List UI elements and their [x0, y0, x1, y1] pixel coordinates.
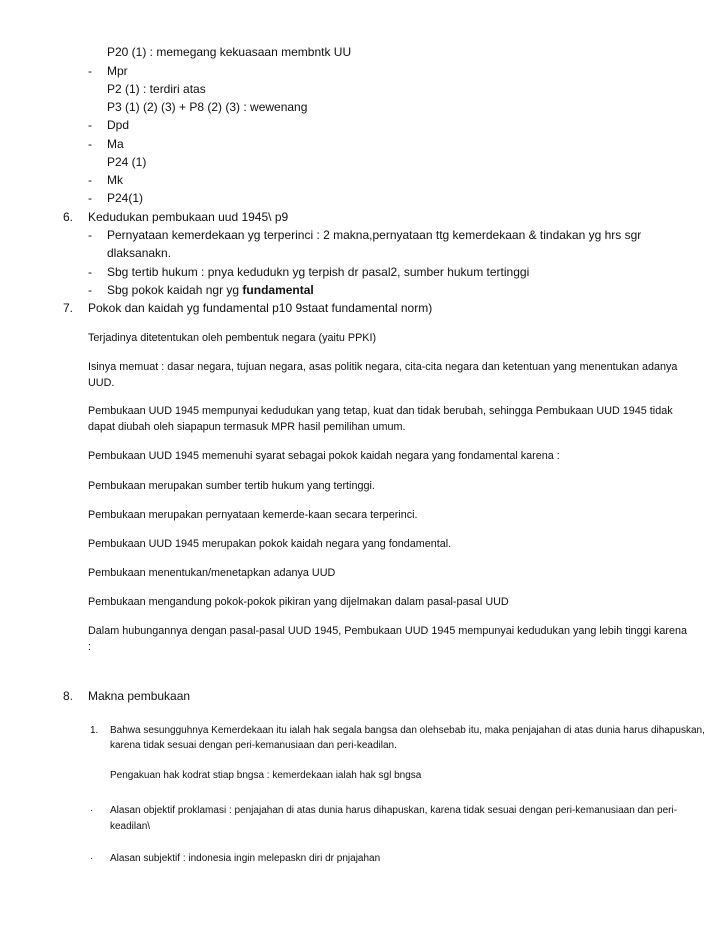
dash-bullet: -	[88, 64, 92, 78]
paragraph: Pembukaan mengandung pokok-pokok pikiran yang dijelmakan dalam pasal-pasal UUD	[88, 596, 509, 608]
dash-bullet: -	[88, 137, 92, 151]
section-title: Makna pembukaan	[88, 689, 191, 703]
paragraph: UUD.	[88, 377, 115, 389]
list-item: Pernyataan kemerdekaan yg terperinci : 2 makna,pernyataan ttg kemerdekaan & tindakan yg hrs sgr	[107, 228, 642, 242]
list-item: Dpd	[107, 118, 130, 132]
section-title: Pokok dan kaidah yg fundamental p10 9staat fundamental norm)	[88, 301, 433, 315]
paragraph: Terjadinya ditetentukan oleh pembentuk negara (yaitu PPKI)	[88, 332, 377, 344]
dash-bullet: -	[88, 173, 92, 187]
dash-bullet: -	[88, 228, 92, 242]
text-span: Sbg pokok kaidah ngr yg	[107, 283, 243, 297]
list-item: Alasan objektif proklamasi : penjajahan di atas dunia harus dihapuskan, karena tidak sesuai dengan peri-kemanusiaan dan peri-	[110, 805, 678, 816]
paragraph: Pembukaan merupakan sumber tertib hukum yang tertinggi.	[88, 480, 375, 492]
text-line: karena tidak sesuai dengan peri-kemanusiaan dan peri-keadilan.	[110, 740, 397, 751]
section-number: 6.	[63, 210, 74, 224]
section-number: 7.	[63, 301, 74, 315]
paragraph: Isinya memuat : dasar negara, tujuan negara, asas politik negara, cita-cita negara dan ketentuan yang menentukan adanya	[88, 361, 678, 373]
list-item: Ma	[107, 137, 124, 151]
paragraph: Pembukaan UUD 1945 merupakan pokok kaidah negara yang fondamental.	[88, 538, 452, 550]
list-number: 1.	[90, 725, 99, 736]
list-item: Mk	[107, 173, 123, 187]
dot-bullet: ·	[90, 853, 94, 864]
paragraph: Pembukaan UUD 1945 memenuhi syarat sebagai pokok kaidah negara yang fondamental karena :	[88, 450, 560, 462]
text-line: Pengakuan hak kodrat stiap bngsa : kemerdekaan ialah hak sgl bngsa	[110, 770, 422, 781]
bold-term: fundamental	[242, 283, 314, 297]
dot-bullet: ·	[90, 805, 94, 816]
text-line: P20 (1) : memegang kekuasaan membntk UU	[107, 45, 352, 59]
text-line: dlaksanakn.	[107, 246, 172, 260]
list-item: P24(1)	[107, 191, 144, 205]
list-item	[107, 283, 314, 298]
dash-bullet: -	[88, 283, 92, 297]
text-line: P24 (1)	[107, 155, 147, 169]
dash-bullet: -	[88, 191, 92, 205]
text-line: P2 (1) : terdiri atas	[107, 82, 206, 96]
list-item: Sbg tertib hukum : pnya kedudukn yg terpish dr pasal2, sumber hukum tertinggi	[107, 265, 530, 279]
list-item: Alasan subjektif : indonesia ingin melepaskn diri dr pnjajahan	[110, 853, 381, 864]
text-line: P3 (1) (2) (3) + P8 (2) (3) : wewenang	[107, 100, 308, 114]
paragraph: dapat diubah oleh siapapun termasuk MPR hasil pemilihan umum.	[88, 421, 406, 433]
section-number: 8.	[63, 689, 74, 703]
section-title: Kedudukan pembukaan uud 1945\ p9	[88, 210, 289, 224]
paragraph: Pembukaan UUD 1945 mempunyai kedudukan yang tetap, kuat dan tidak berubah, sehingga Pembukaan UUD 1945 tidak	[88, 405, 673, 417]
paragraph: Pembukaan menentukan/menetapkan adanya UUD	[88, 567, 336, 579]
paragraph: :	[88, 641, 91, 653]
list-item: Bahwa sesungguhnya Kemerdekaan itu ialah hak segala bangsa dan olehsebab itu, maka penjajahan di atas dunia harus dihapuskan,	[110, 725, 705, 736]
list-item: Mpr	[107, 64, 128, 78]
dash-bullet: -	[88, 265, 92, 279]
paragraph: Pembukaan merupakan pernyataan kemerde-kaan secara terperinci.	[88, 509, 418, 521]
paragraph: Dalam hubungannya dengan pasal-pasal UUD 1945, Pembukaan UUD 1945 mempunyai kedudukan yang lebih tinggi karena	[88, 625, 688, 637]
text-line: keadilan\	[110, 821, 151, 832]
dash-bullet: -	[88, 118, 92, 132]
